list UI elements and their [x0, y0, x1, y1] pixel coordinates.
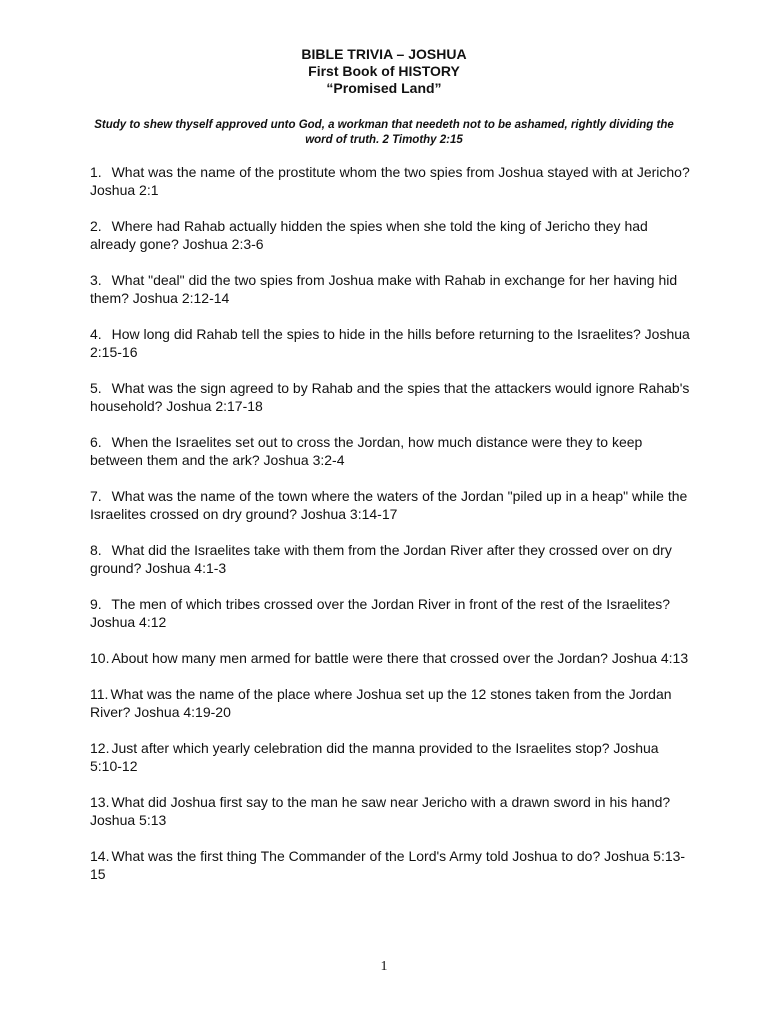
question-text: About how many men armed for battle were there that crossed over the Jordan? Joshua 4:13 [111, 650, 689, 666]
question-item [90, 487, 690, 523]
question-text: What did Joshua first say to the man he saw near Jericho with a drawn sword in his hand? Joshua 5:13 [90, 794, 671, 828]
question-number: 2. [90, 218, 102, 234]
question-number: 10. [90, 650, 110, 666]
question-text: When the Israelites set out to cross the Jordan, how much distance were they to keep between them and the ark? Joshua 3:2-4 [90, 434, 643, 468]
question-item [90, 847, 690, 883]
question-text: What was the first thing The Commander of the Lord's Army told Joshua to do? Joshua 5:13-15 [90, 848, 686, 882]
question-text: How long did Rahab tell the spies to hide in the hills before returning to the Israelites? Joshua 2:15-16 [90, 326, 690, 360]
question-item [90, 379, 690, 415]
question-number: 4. [90, 326, 102, 342]
document-theme: “Promised Land” [326, 80, 442, 96]
question-item [90, 433, 690, 469]
question-list [90, 163, 690, 901]
question-number: 7. [90, 488, 102, 504]
question-item [90, 271, 690, 307]
question-item [90, 163, 690, 199]
page-number: 1 [380, 959, 388, 974]
question-item [90, 685, 690, 721]
question-text: What "deal" did the two spies from Joshua make with Rahab in exchange for her having hid them? Joshua 2:12-14 [90, 272, 678, 306]
document-subtitle: First Book of HISTORY [308, 63, 460, 79]
question-number: 6. [90, 434, 102, 450]
question-text: Where had Rahab actually hidden the spies when she told the king of Jericho they had already gone? Joshua 2:3-6 [90, 218, 648, 252]
question-item [90, 739, 690, 775]
question-item [90, 595, 690, 631]
question-number: 9. [90, 596, 102, 612]
question-item [90, 325, 690, 361]
question-number: 12. [90, 740, 110, 756]
document-header [0, 46, 768, 97]
question-text: What was the sign agreed to by Rahab and the spies that the attackers would ignore Rahab's household? Joshua 2:17-18 [90, 380, 690, 414]
question-item [90, 541, 690, 577]
scripture-epigraph: Study to shew thyself approved unto God, a workman that needeth not to be ashamed, rightly dividing the word of truth. 2 Timothy 2:15 [94, 119, 674, 146]
question-number: 5. [90, 380, 102, 396]
question-number: 1. [90, 164, 102, 180]
question-number: 3. [90, 272, 102, 288]
question-text: What was the name of the prostitute whom the two spies from Joshua stayed with at Jericho? Joshua 2:1 [90, 164, 690, 198]
question-number: 13. [90, 794, 110, 810]
question-text: What was the name of the place where Joshua set up the 12 stones taken from the Jordan River? Joshua 4:19-20 [90, 686, 672, 720]
question-text: The men of which tribes crossed over the Jordan River in front of the rest of the Israelites? Joshua 4:12 [90, 596, 671, 630]
question-item [90, 793, 690, 829]
question-text: What did the Israelites take with them from the Jordan River after they crossed over on dry ground? Joshua 4:1-3 [90, 542, 672, 576]
question-item [90, 217, 690, 253]
question-item [90, 649, 690, 667]
question-number: 14. [90, 848, 110, 864]
question-text: Just after which yearly celebration did the manna provided to the Israelites stop? Joshua 5:10-12 [90, 740, 659, 774]
question-number: 8. [90, 542, 102, 558]
question-text: What was the name of the town where the waters of the Jordan "piled up in a heap" while the Israelites crossed on dry ground? Joshua 3:14-17 [90, 488, 688, 522]
document-title: BIBLE TRIVIA – JOSHUA [301, 46, 467, 62]
question-number: 11. [90, 686, 109, 702]
